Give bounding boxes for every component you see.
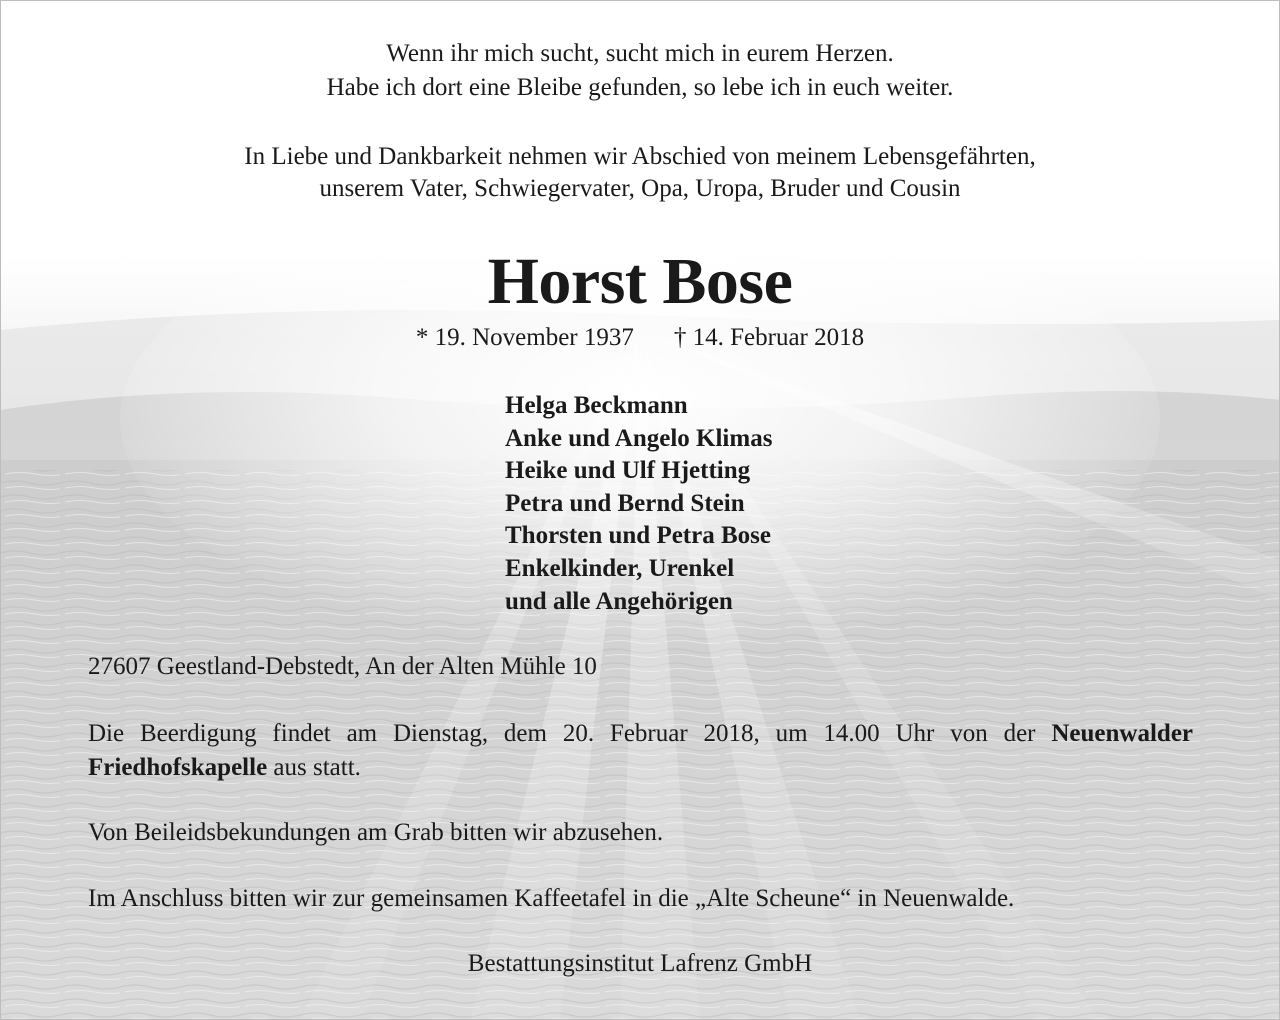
- birth-date: * 19. November 1937: [415, 324, 634, 351]
- death-date: † 14. Februar 2018: [673, 324, 865, 351]
- mourner-line: Heike und Ulf Hjetting: [505, 457, 751, 485]
- funeral-text: Die Beerdigung findet am Dienstag, dem 20. Februar 2018, um 14.00 Uhr von der: [88, 720, 1036, 747]
- mourners-list: [505, 390, 772, 618]
- mourner-line: Anke und Angelo Klimas: [505, 424, 773, 452]
- funeral-details: [88, 717, 1193, 785]
- reception-note: Im Anschluss bitten wir zur gemeinsamen Kaffeetafel in die „Alte Scheune“ in Neuenwalde.: [88, 885, 1015, 912]
- mourner-line: und alle Angehörigen: [505, 587, 733, 615]
- funeral-location: Neuenwalder Friedhofskapelle: [88, 720, 1194, 781]
- intro-line-1: In Liebe und Dankbarkeit nehmen wir Abschied von meinem Lebensgefährten,: [244, 143, 1036, 170]
- poem-line-1: Wenn ihr mich sucht, sucht mich in eurem Herzen.: [386, 40, 894, 67]
- deceased-name: Horst Bose: [487, 245, 793, 318]
- mourner-line: Petra und Bernd Stein: [505, 489, 745, 517]
- condolence-note: Von Beileidsbekundungen am Grab bitten wir abzusehen.: [88, 819, 664, 846]
- intro-line-2: unserem Vater, Schwiegervater, Opa, Uropa, Bruder und Cousin: [319, 175, 961, 202]
- family-address: 27607 Geestland-Debstedt, An der Alten Mühle 10: [88, 653, 597, 680]
- life-dates: [0, 322, 1280, 353]
- mourner-line: Enkelkinder, Urenkel: [505, 554, 735, 582]
- mourner-line: Helga Beckmann: [505, 392, 688, 419]
- poem-line-2: Habe ich dort eine Bleibe gefunden, so lebe ich in euch weiter.: [326, 74, 954, 101]
- undertaker-name: Bestattungsinstitut Lafrenz GmbH: [467, 950, 813, 977]
- mourner-line: Thorsten und Petra Bose: [505, 522, 771, 550]
- funeral-text-end: aus statt.: [267, 754, 361, 781]
